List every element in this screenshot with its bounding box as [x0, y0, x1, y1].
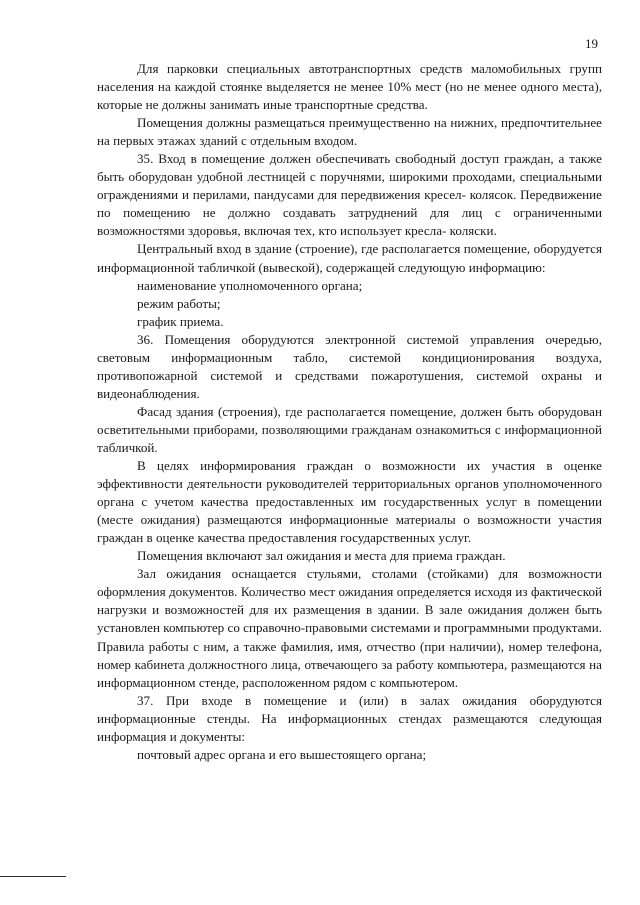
- list-item-working-hours: режим работы;: [137, 295, 221, 311]
- paragraph-premises-include: Помещения включают зал ожидания и места для приема граждан.: [137, 548, 506, 564]
- paragraph-36-equipment: 36. Помещения оборудуются электронной системой управления очередью, световым информационным табло, системой кондиционирования воздуха, противопожарной системой и средствами пожаротушения, системой охраны и видеонаблюдения.: [97, 331, 602, 401]
- document-body: [97, 60, 602, 764]
- paragraph-37-info-stands: 37. При входе в помещение и (или) в залах ожидания оборудуются информационные стенды. На информационных стендах размещаются следующая информация и документы:: [97, 692, 602, 744]
- paragraph-parking: Для парковки специальных автотранспортных средств маломобильных групп населения на каждой стоянке выделяется не менее 10% мест (но не менее одного места), которые не должны занимать иные транспортные средства.: [97, 61, 602, 113]
- paragraph-waiting-hall: Зал ожидания оснащается стульями, столами (стойками) для возможности оформления документов. Количество мест ожидания определяется исходя из фактической нагрузки и возможностей для их размещения в здании. В зале ожидания должен быть установлен компьютер со справочно-правовыми системами и программными продуктами. Правила работы с ним, а также фамилия, имя, отчество (при наличии), номер телефона, номер кабинета должностного лица, отвечающего за работу компьютера, размещаются на информационном стенде, расположенном рядом с компьютером.: [97, 566, 602, 690]
- footer-divider: [0, 876, 66, 877]
- paragraph-35-entrance: 35. Вход в помещение должен обеспечивать свободный доступ граждан, а также быть оборудован удобной лестницей с поручнями, широкими проходами, специальными ограждениями и перилами, пандусами для передвижения кресел- колясок. Передвижение по помещению не должно создавать затруднений для лиц с ограниченными возможностями здоровья, включая тех, кто использует кресла- коляски.: [97, 151, 602, 239]
- list-item-postal-address: почтовый адрес органа и его вышестоящего органа;: [137, 746, 427, 762]
- list-item-authority-name: наименование уполномоченного органа;: [137, 277, 363, 293]
- paragraph-informing-citizens: В целях информирования граждан о возможности их участия в оценке эффективности деятельности руководителей территориальных органов уполномоченного органа с учетом качества предоставленных им государственных услуг в помещении (месте ожидания) размещаются информационные материалы о возможности участия граждан в оценке качества предоставления государственных услуг.: [97, 458, 602, 546]
- list-item-reception-schedule: график приема.: [137, 313, 224, 329]
- paragraph-central-entrance: Центральный вход в здание (строение), где располагается помещение, оборудуется информационной табличкой (вывеской), содержащей следующую информацию:: [97, 241, 602, 275]
- paragraph-premises-location: Помещения должны размещаться преимущественно на нижних, предпочтительнее на первых этажах зданий с отдельным входом.: [97, 115, 602, 149]
- paragraph-facade: Фасад здания (строения), где располагается помещение, должен быть оборудован осветительными приборами, позволяющими гражданам ознакомиться с информационной табличкой.: [97, 403, 602, 455]
- page-number: 19: [585, 36, 598, 51]
